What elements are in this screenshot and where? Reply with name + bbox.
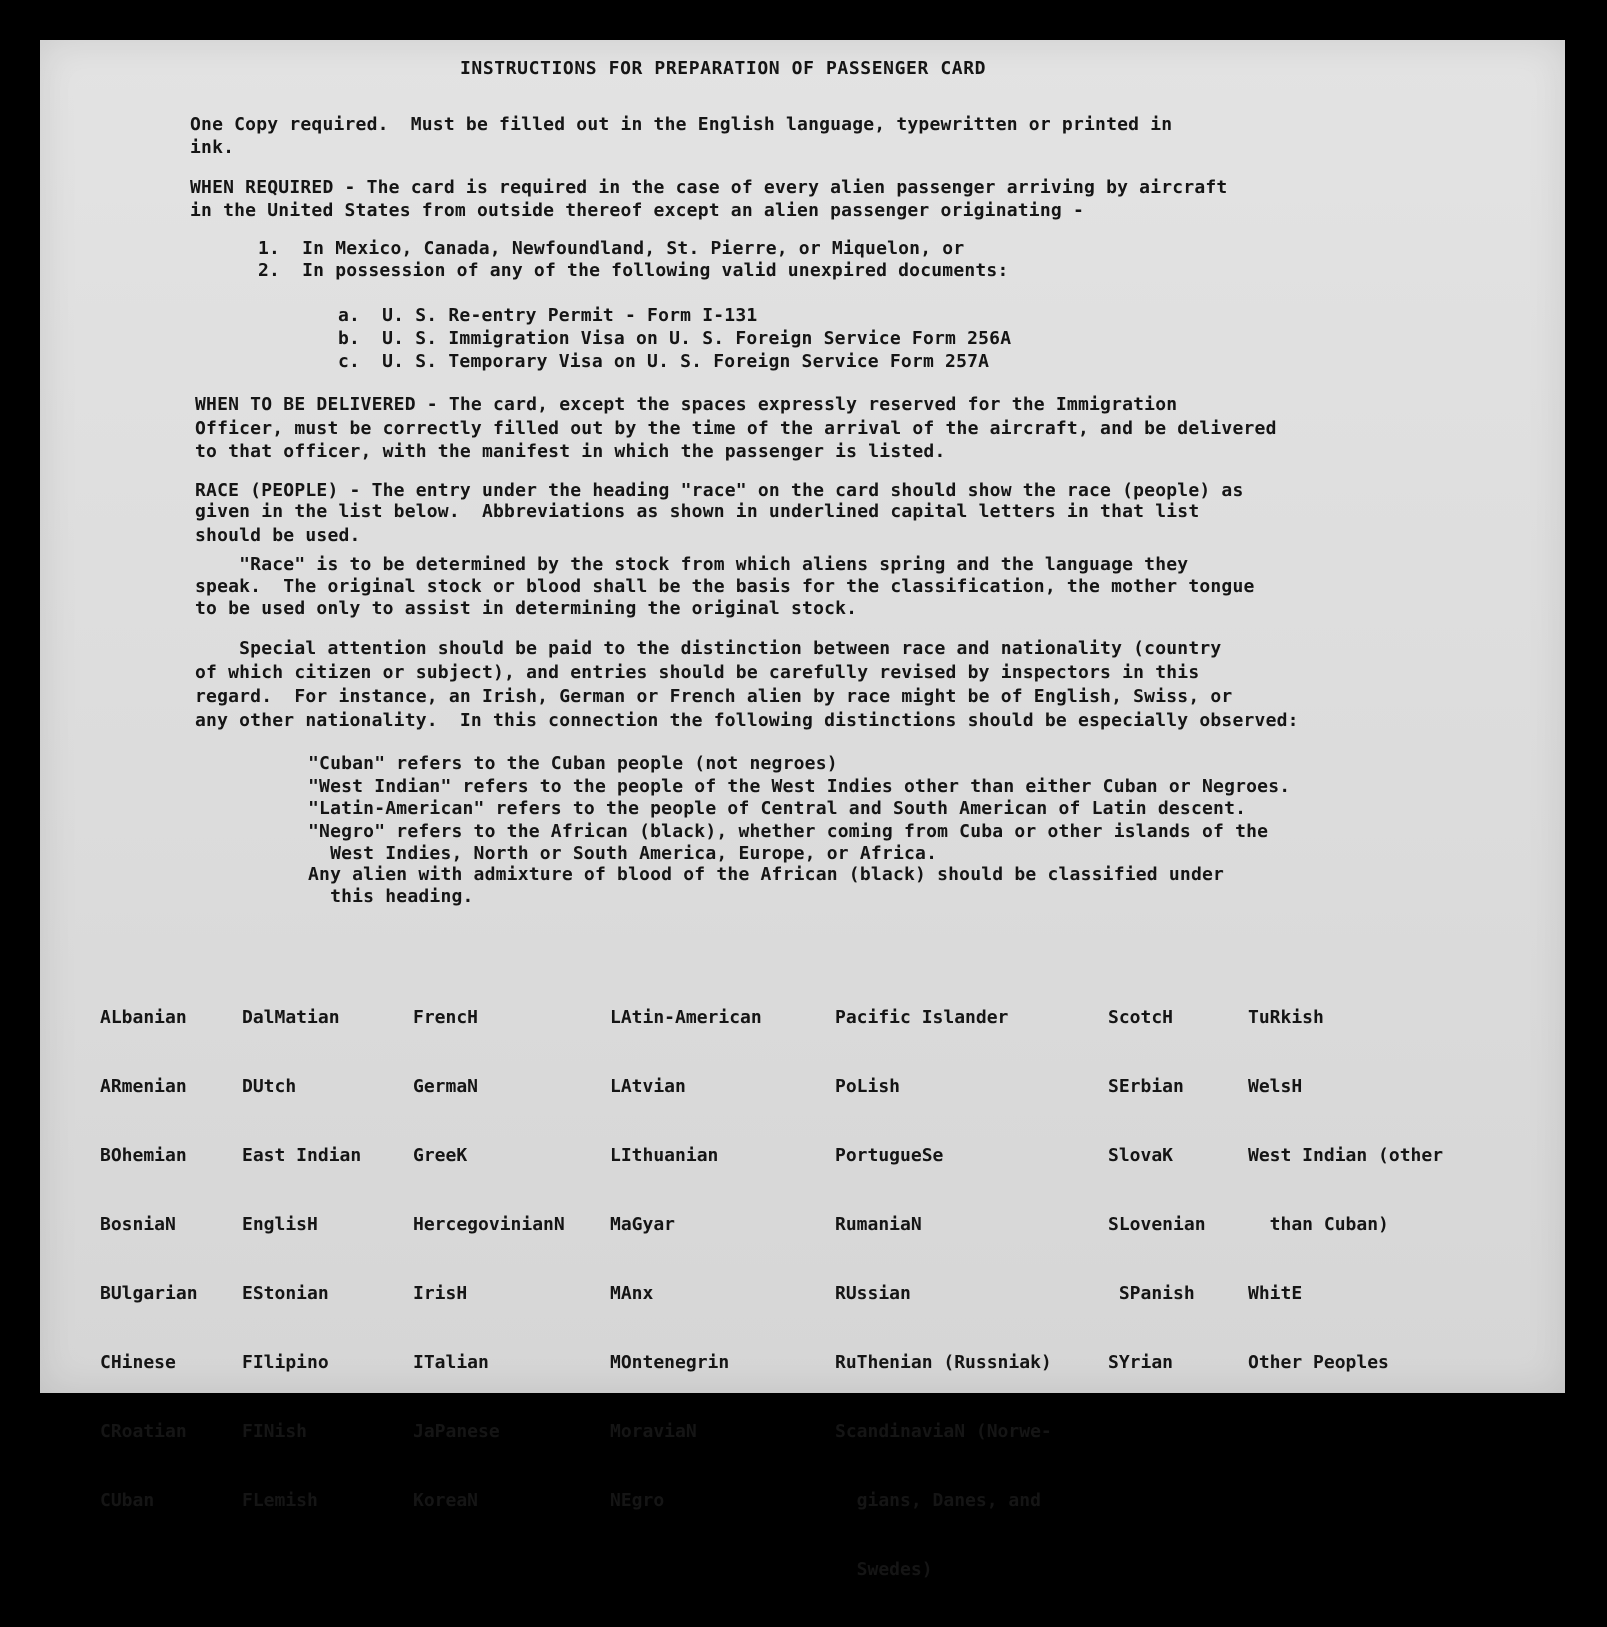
distinction-admixture-1: Any alien with admixture of blood of the African (black) should be classified under (308, 864, 1225, 885)
intro-line-1: One Copy required. Must be filled out in the English language, typewritten or printed in (190, 114, 1173, 135)
race-list-item: FIlipino (242, 1352, 329, 1373)
race-list-item: Pacific Islander (835, 1007, 1009, 1028)
distinction-negro-2: West Indies, North or South America, Europe, or Africa. (308, 843, 938, 864)
race-list-item: BOhemian (100, 1145, 187, 1166)
distinction-admixture-2: this heading. (308, 886, 474, 907)
lettered-item-b: b. U. S. Immigration Visa on U. S. Foreign Service Form 256A (338, 328, 1012, 349)
race-list-item: TuRkish (1248, 1007, 1324, 1028)
race-list-item: RumaniaN (835, 1214, 922, 1235)
distinction-west-indian: "West Indian" refers to the people of the West Indies other than either Cuban or Negroes. (308, 776, 1291, 797)
race-list-item: DalMatian (242, 1007, 340, 1028)
lettered-item-a: a. U. S. Re-entry Permit - Form I-131 (338, 305, 758, 326)
race-list-col-5 (835, 960, 1052, 1627)
race-list-item: ALbanian (100, 1007, 187, 1028)
race-list-item: FLemish (242, 1490, 318, 1511)
race-list-item: SErbian (1108, 1076, 1184, 1097)
race2-line-3: to be used only to assist in determining the original stock. (195, 598, 858, 619)
race-list-item: ScotcH (1108, 1007, 1174, 1028)
race-list-col-2 (242, 960, 361, 1558)
race-list-item: Swedes) (835, 1559, 933, 1580)
race-list-item: MoraviaN (610, 1421, 697, 1442)
race-list-item: FrencH (413, 1007, 479, 1028)
race-list-item: IrisH (413, 1283, 468, 1304)
race2-line-1: "Race" is to be determined by the stock from which aliens spring and the language they (195, 554, 1189, 575)
race-list-col-7 (1248, 960, 1443, 1420)
when-delivered-line-3: to that officer, with the manifest in which the passenger is listed. (195, 441, 946, 462)
when-required-line-2: in the United States from outside thereof except an alien passenger originating - (190, 200, 1084, 221)
race-list-item: East Indian (242, 1145, 362, 1166)
race-list-col-4 (610, 960, 762, 1558)
race-list-item: RuThenian (Russniak) (835, 1352, 1052, 1373)
numbered-item-1: 1. In Mexico, Canada, Newfoundland, St. Pierre, or Miquelon, or (258, 238, 965, 259)
race-list-item: than Cuban) (1248, 1214, 1389, 1235)
when-delivered-line-1: WHEN TO BE DELIVERED - The card, except the spaces expressly reserved for the Immigration (195, 394, 1178, 415)
race-list-item: CHinese (100, 1352, 176, 1373)
race-list-item: NEgro (610, 1490, 665, 1511)
race-list-item: SYrian (1108, 1352, 1174, 1373)
race-list-item: SlovaK (1108, 1145, 1174, 1166)
race-list-item: BosniaN (100, 1214, 176, 1235)
race-list-item: WhitE (1248, 1283, 1303, 1304)
when-required-line-1: WHEN REQUIRED - The card is required in the case of every alien passenger arriving by aircraft (190, 177, 1228, 198)
race-list-item: ITalian (413, 1352, 489, 1373)
race-list-item: ARmenian (100, 1076, 187, 1097)
race-line-3: should be used. (195, 525, 361, 546)
race-list-item: KoreaN (413, 1490, 479, 1511)
race-list-item: FINish (242, 1421, 308, 1442)
race-list-item: EStonian (242, 1283, 329, 1304)
race-list-item: GreeK (413, 1145, 468, 1166)
distinction-latin-american: "Latin-American" refers to the people of Central and South American of Latin descent. (308, 798, 1247, 819)
race-line-2: given in the list below. Abbreviations as shown in underlined capital letters in that list (195, 501, 1200, 522)
race-list-item: MAnx (610, 1283, 654, 1304)
race-list-item: BUlgarian (100, 1283, 198, 1304)
race-list-col-1 (100, 960, 198, 1558)
race-list-item: MaGyar (610, 1214, 676, 1235)
race-list-col-3 (413, 960, 565, 1558)
race-list-item: gians, Danes, and (835, 1490, 1041, 1511)
race-list-item: PortugueSe (835, 1145, 944, 1166)
race-list-item: DUtch (242, 1076, 297, 1097)
special-line-4: any other nationality. In this connection the following distinctions should be especially observed: (195, 710, 1299, 731)
race-list-item: HercegovinianN (413, 1214, 565, 1235)
race-list-item: LAtvian (610, 1076, 686, 1097)
race-list-item: ScandinaviaN (Norwe- (835, 1421, 1052, 1442)
race-list-item: West Indian (other (1248, 1145, 1444, 1166)
lettered-item-c: c. U. S. Temporary Visa on U. S. Foreign Service Form 257A (338, 351, 990, 372)
race-list-item: EnglisH (242, 1214, 318, 1235)
race2-line-2: speak. The original stock or blood shall be the basis for the classification, the mother tongue (195, 576, 1255, 597)
race-list-item: LIthuanian (610, 1145, 719, 1166)
race-list-item: SLovenian (1108, 1214, 1206, 1235)
race-list-item: RUssian (835, 1283, 911, 1304)
special-line-1: Special attention should be paid to the distinction between race and nationality (country (195, 638, 1222, 659)
document-page (40, 40, 1565, 1580)
race-list-item: SPanish (1108, 1283, 1195, 1304)
race-list-item: CRoatian (100, 1421, 187, 1442)
race-list-col-6 (1108, 960, 1206, 1420)
race-list-item: JaPanese (413, 1421, 500, 1442)
numbered-item-2: 2. In possession of any of the following valid unexpired documents: (258, 260, 1009, 281)
special-line-3: regard. For instance, an Irish, German or French alien by race might be of English, Swiss, or (195, 686, 1233, 707)
intro-line-2: ink. (190, 137, 235, 158)
distinction-cuban: "Cuban" refers to the Cuban people (not negroes) (308, 753, 838, 774)
when-delivered-line-2: Officer, must be correctly filled out by the time of the arrival of the aircraft, and be delivered (195, 418, 1277, 439)
race-list-item: MOntenegrin (610, 1352, 730, 1373)
race-line-1: RACE (PEOPLE) - The entry under the heading "race" on the card should show the race (people) as (195, 480, 1244, 501)
race-list-item: WelsH (1248, 1076, 1303, 1097)
distinction-negro-1: "Negro" refers to the African (black), whether coming from Cuba or other islands of the (308, 821, 1269, 842)
race-list-item: GermaN (413, 1076, 479, 1097)
race-list-item: Other Peoples (1248, 1352, 1389, 1373)
race-list-item: PoLish (835, 1076, 901, 1097)
race-list-item: CUban (100, 1490, 155, 1511)
race-list-item: LAtin-American (610, 1007, 762, 1028)
page-title: INSTRUCTIONS FOR PREPARATION OF PASSENGER CARD (460, 58, 987, 79)
special-line-2: of which citizen or subject), and entries should be carefully revised by inspectors in this (195, 662, 1200, 683)
